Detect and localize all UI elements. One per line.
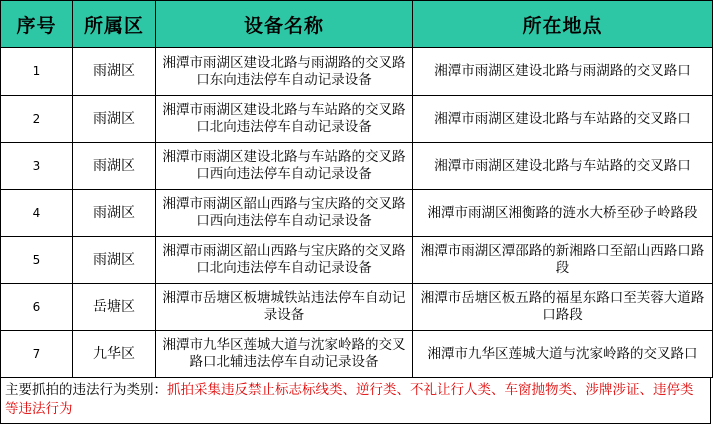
device-cell: 湘潭市雨湖区建设北路与车站路的交叉路口北向违法停车自动记录设备 [156,96,413,143]
seq-cell: 5 [1,237,73,284]
location-cell: 湘潭市雨湖区湘衡路的涟水大桥至砂子岭路段 [413,190,713,237]
seq-cell: 2 [1,96,73,143]
seq-cell: 3 [1,143,73,190]
table-row [1,96,713,143]
location-cell: 湘潭市岳塘区板五路的福星东路口至芙蓉大道路口路段 [413,284,713,331]
note-highlight: 抓拍采集违反禁止标志标线类、逆行类、不礼让行人类、车窗抛物类、涉牌涉证、违停类等违法行为 [5,382,694,417]
seq-cell: 1 [1,48,73,96]
device-cell: 湘潭市九华区莲城大道与沈家岭路的交叉路口北辅违法停车自动记录设备 [156,331,413,378]
device-cell: 湘潭市雨湖区建设北路与车站路的交叉路口西向违法停车自动记录设备 [156,143,413,190]
device-cell: 湘潭市雨湖区建设北路与雨湖路的交叉路口东向违法停车自动记录设备 [156,48,413,96]
table-row [1,190,713,237]
header-seq: 序号 [1,1,73,48]
location-cell: 湘潭市雨湖区建设北路与车站路的交叉路口 [413,96,713,143]
district-cell: 雨湖区 [73,96,156,143]
device-cell: 湘潭市雨湖区韶山西路与宝庆路的交叉路口西向违法停车自动记录设备 [156,190,413,237]
seq-cell: 6 [1,284,73,331]
table-row [1,48,713,96]
district-cell: 岳塘区 [73,284,156,331]
location-cell: 湘潭市雨湖区建设北路与雨湖路的交叉路口 [413,48,713,96]
device-cell: 湘潭市雨湖区韶山西路与宝庆路的交叉路口北向违法停车自动记录设备 [156,237,413,284]
header-device: 设备名称 [156,1,413,48]
header-location: 所在地点 [413,1,713,48]
device-cell: 湘潭市岳塘区板塘城铁站违法停车自动记录设备 [156,284,413,331]
header-district: 所属区 [73,1,156,48]
district-cell: 雨湖区 [73,143,156,190]
table-row [1,331,713,378]
district-cell: 九华区 [73,331,156,378]
location-cell: 湘潭市九华区莲城大道与沈家岭路的交叉路口 [413,331,713,378]
table-row [1,143,713,190]
table-row [1,284,713,331]
seq-cell: 4 [1,190,73,237]
district-cell: 雨湖区 [73,190,156,237]
district-cell: 雨湖区 [73,48,156,96]
header-row [1,1,713,48]
note-prefix: 主要抓拍的违法行为类别： [5,382,167,398]
location-cell: 湘潭市雨湖区建设北路与车站路的交叉路口 [413,143,713,190]
location-cell: 湘潭市雨湖区潭邵路的新湘路口至韶山西路口路段 [413,237,713,284]
seq-cell: 7 [1,331,73,378]
violation-note [0,378,711,424]
district-cell: 雨湖区 [73,237,156,284]
table-row [1,237,713,284]
